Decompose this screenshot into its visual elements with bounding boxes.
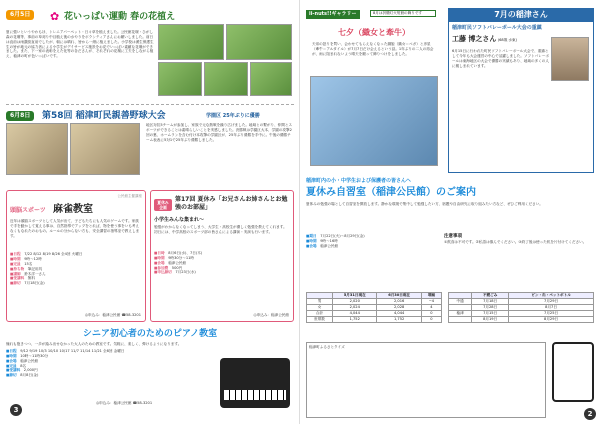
- info-row-label: ■締切: [6, 373, 21, 378]
- population-table: [306, 292, 442, 323]
- table-cell: 1,752: [377, 317, 421, 323]
- table-cell: 0: [421, 317, 441, 323]
- info-row-value: 7月18日(金): [24, 281, 45, 286]
- table-cell: 合計: [307, 311, 333, 317]
- flower-photo-5: [250, 62, 292, 96]
- table-header-cell: 増減: [421, 293, 441, 299]
- table-cell: 7月25日: [509, 311, 594, 317]
- info-row-label: ■申込締切: [154, 270, 176, 275]
- piano-title: シニア初心者のためのピアノ教室: [82, 329, 218, 339]
- mahjong-desc: 近年は頭脳スポーツとして人気が出て、子どもたちにも人気のゲームです。家族で手を動かして覚える事は、自然指導でアップをとれば、物を使う事をいも考えなくもなれたのおもの。ルールの分からない方も、安全講習の指導室で教えします。: [10, 219, 140, 238]
- table-cell: 7月18日: [472, 299, 509, 305]
- person-photo: [551, 37, 589, 81]
- info-row-value: 2,000円: [23, 368, 38, 373]
- collection-table-wrap: [448, 292, 594, 323]
- summer-study-note-title: 注意事項: [444, 234, 462, 239]
- baseball-date-badge: 6月8日: [6, 111, 34, 121]
- info-row-label: ■時間: [306, 238, 321, 243]
- person-header: 7月の稲津さん: [449, 9, 593, 22]
- summer-study-notes: [444, 234, 594, 245]
- info-row-value: 無料: [27, 276, 35, 281]
- flower-photo-4: [204, 62, 248, 96]
- info-row-label: ■日程: [6, 348, 21, 353]
- mahjong-schedule: [10, 252, 142, 286]
- table-cell: 7月29日: [509, 299, 594, 305]
- info-row-value: 15名: [24, 261, 33, 266]
- info-row-label: ■時間: [6, 353, 21, 358]
- baseball-section: [6, 104, 294, 184]
- info-row-value: 9時30分〜11時: [168, 255, 194, 260]
- table-header-cell: ビン・缶・ペットボトル: [509, 293, 594, 299]
- table-header-cell: 5月31日現在: [333, 293, 377, 299]
- table-cell: 4,044: [333, 311, 377, 317]
- gallery-sub: 8月は折鶴灯火短冊の飾りです: [370, 10, 436, 17]
- table-cell: 世帯数: [307, 317, 333, 323]
- baseball-title-suffix: 学園区 25年ぶりに優勝: [206, 113, 260, 119]
- flower-date-badge: 6月5日: [6, 10, 34, 20]
- baseball-body: 地区対抗5チームが参加し、家族で元な熱戦を繰り広げました。地域との繋がり、仲間とスポーツができることは素晴らしいことを実感しました。決勝戦は学園区大本、学園の攻撃2回の裏、ホームランを含む付け本攻撃の学園区が、25年ぶり優勝を手中に。午後の優勝チーム表表に5対1で25年ぶり優勝しました。: [146, 123, 293, 142]
- mahjong-contact: ◎申込み：稲津公民館 ☎58-3201: [84, 313, 141, 318]
- table-cell: 8月7日: [509, 305, 594, 311]
- info-row-label: ■受講料: [10, 276, 28, 281]
- person-body: 6月15日に行われた町民ソフトバレーボール大会で、重鎮として今年も大会運営の中心で活躍しました。ソフトバレーボールは東海地区の大会で優勝の実績もあり、地域の多くの人に親しまれています。: [452, 49, 549, 68]
- population-table-wrap: [306, 292, 442, 323]
- piano-section: [6, 328, 294, 418]
- info-row-value: 稲津公民館: [20, 358, 39, 363]
- info-row-label: ■参加費: [154, 265, 172, 270]
- info-row-value: 500円: [171, 265, 183, 270]
- info-row-value: 稲津公民館: [320, 243, 339, 248]
- page-number-left: 3: [10, 404, 22, 416]
- flower-icon: ✿: [50, 10, 60, 23]
- right-page: [300, 0, 600, 424]
- info-row-label: ■日程: [10, 252, 25, 257]
- info-row: [306, 244, 436, 249]
- info-row-value: 8名: [20, 363, 27, 368]
- piano-desc: 憧れも抱きつつ、一歩が踏み出せなかった大人のための教室です。気軽に、楽しく、弾けるようになります。: [6, 342, 182, 347]
- baseball-photo-1: [6, 123, 68, 175]
- mahjong-kicker: 公民館主催講座: [117, 194, 142, 198]
- summer-lesson-section: [150, 190, 294, 322]
- info-row-value: 7/22 8/12 8/19 8/26 全4回 火曜日: [24, 252, 83, 257]
- baseball-title: 第58回 稲津町民親善野球大会: [42, 111, 166, 121]
- table-cell: 男: [307, 299, 333, 305]
- piano-contact: ◎申込み：稲津公民館 ☎58-3201: [96, 401, 153, 406]
- table-cell: 4,044: [377, 311, 421, 317]
- summer-study-section: [306, 178, 594, 288]
- table-header-cell: 不燃ごみ: [472, 293, 509, 299]
- table-cell: 2,016: [377, 299, 421, 305]
- table-cell: 7月15日: [472, 311, 509, 317]
- table-cell: 稲津: [449, 311, 472, 317]
- table-cell: 8月19日: [472, 317, 509, 323]
- summer-lesson-title: 第17回 夏休み「お兄さんお姉さんとお勉強のお部屋」: [175, 196, 288, 212]
- info-row-label: ■持ち物: [10, 266, 28, 271]
- gallery-body: 天帝の怒りを買い、会わせてもらえなくなった織姫（織女＝ベガ）と彦星（牽牛＝アルタイル）が7月7日だけ会えるという話。1年ぶりの二人の再会が、雨に阻まれないよう晴天を願って飾りつけをしました。: [312, 42, 434, 56]
- info-row-value: 8月6日(水)、7日(木): [168, 251, 203, 255]
- info-row-label: ■受講料: [6, 368, 24, 373]
- info-row-label: ■講師: [10, 271, 25, 276]
- mahjong-title: 麻雀教室: [53, 203, 94, 215]
- table-header-cell: 6月30日現在: [377, 293, 421, 299]
- mahjong-tag: 頭脳スポーツ: [10, 206, 46, 214]
- info-row-label: ■定員: [6, 363, 21, 368]
- gallery-label: ii-nuts!!ギャラリー: [306, 10, 360, 19]
- person-name: 工藤 博之さん: [452, 34, 497, 43]
- table-row: [449, 317, 594, 323]
- summer-study-kicker: 稲津町内の小・中学生および保護者の皆さんへ: [306, 178, 411, 184]
- baseball-photo-2: [70, 123, 140, 175]
- table-cell: 2,020: [333, 299, 377, 305]
- summer-lesson-badge: 夏休み企画: [154, 199, 172, 211]
- quiz-answer-badge: [552, 342, 594, 402]
- person-title: 稲津町民ソフトバレーボール大会の重鎮: [452, 24, 542, 31]
- table-cell: 0: [421, 311, 441, 317]
- info-row-value: 9時〜12時: [24, 257, 42, 262]
- flower-photo-1: [158, 24, 224, 60]
- gallery-title: 七夕（織女と牽牛）: [338, 28, 410, 37]
- person-section: [448, 8, 594, 173]
- info-row-label: ■会場: [154, 260, 169, 265]
- info-row-value: 7月22日(火)〜8月29日(金): [320, 234, 365, 238]
- piano-rows: [6, 349, 206, 378]
- collection-schedule-table: [448, 292, 594, 323]
- table-cell: 2,024: [333, 305, 377, 311]
- flower-photo-3: [158, 62, 202, 96]
- page-number-right: 2: [584, 408, 596, 420]
- table-cell: −4: [421, 299, 441, 305]
- flower-photo-2: [226, 24, 292, 60]
- table-cell: 2,028: [377, 305, 421, 311]
- quiz-section: [306, 342, 546, 418]
- info-row-value: 9/12 9/19 10/3 10/10 10/17 11/7 11/14 11/21 全8回 金曜日: [20, 348, 125, 353]
- info-row-label: ■期日: [306, 234, 321, 238]
- info-row: [6, 373, 206, 378]
- info-row: [154, 270, 290, 275]
- table-cell: 中通: [449, 299, 472, 305]
- gallery-photo: [310, 76, 438, 166]
- info-row-label: ■時間: [154, 255, 169, 260]
- table-cell: [449, 317, 472, 323]
- quiz-caption: 稲津町ふるさとクイズ: [309, 345, 345, 349]
- flower-title: 花いっぱい運動 春の花植え: [64, 12, 176, 22]
- table-cell: 8月29日: [509, 317, 594, 323]
- table-cell: 7月28日: [472, 305, 509, 311]
- info-row-label: ■会場: [306, 243, 321, 248]
- summer-lesson-subtitle: 小学生みんな集まれ〜: [154, 217, 205, 223]
- table-cell: 4: [421, 305, 441, 311]
- info-row-label: ■時間: [10, 257, 25, 262]
- info-row-label: ■締切: [10, 281, 25, 286]
- gallery-section: [306, 8, 442, 173]
- piano-illustration: [220, 358, 290, 408]
- mahjong-section: [6, 190, 146, 322]
- info-row-value: 10時〜11時30分: [20, 353, 49, 358]
- info-row-label: ■日時: [154, 251, 169, 255]
- info-row-label: ■会場: [6, 358, 21, 363]
- table-row: [307, 317, 442, 323]
- person-age: (68歳 水東): [497, 37, 518, 42]
- summer-study-note-text: ①飲食は不可です。②私語は慎んでください。③終了後は使った机を片付けてください。: [444, 240, 587, 245]
- summer-lesson-contact: ◎申込み：稲津公民館: [253, 313, 289, 318]
- summer-study-title: 夏休み自習室（稲津公民館）のご案内: [306, 186, 476, 198]
- summer-lesson-desc: 勉強がわからなくなってしまう、大学生・高校生が優しく勉強を教えてくれます。初日には、中学高校のスポーツ部の皆さんによる講演・実演も行います。: [154, 225, 287, 234]
- summer-study-body: 夏休みの勉強の場として自習室を開放します。静かな環境で集中して勉強したい方、宿題や自由研究に取り組みたい方など、ぜひご利用ください。: [306, 202, 543, 207]
- info-row-value: 稲津公民館: [168, 260, 187, 265]
- info-row-value: 9時〜16時: [320, 238, 338, 243]
- info-row-value: 鈴木洋一さん: [24, 271, 46, 276]
- summer-study-rows: [306, 234, 436, 249]
- table-cell: 女: [307, 305, 333, 311]
- table-cell: 1,752: [333, 317, 377, 323]
- info-row-value: 筆記用具: [27, 266, 43, 271]
- summer-lesson-rows: [154, 251, 290, 275]
- flower-section: [6, 8, 294, 98]
- info-row-value: 8月8日(金): [20, 373, 39, 378]
- flower-body: 夏に強いというやわもほ、トレニアパーペット・日々草を植えました。公民館花壇・ひがし森の花壇等、事前の草刈り中目植え後の水やりをボランティアさんにお願いしました。前日は直前は雨激励直前でしたが、朝には晴れ、皆から一緒に植えました。小学校は湧生保護生生の皆が地元の協力者による小学生がデイサービス施設をお花でいっぱい素敵な花壇ができました。また、下一家の表彰をえた化等の各ださんが、それぞれの花壇に工夫をしながら植え、稲津の町が色いっぱいです。: [6, 30, 154, 59]
- info-row: [10, 281, 142, 286]
- info-row-label: ■定員: [10, 261, 25, 266]
- info-row-value: 7月23日(水): [175, 270, 196, 275]
